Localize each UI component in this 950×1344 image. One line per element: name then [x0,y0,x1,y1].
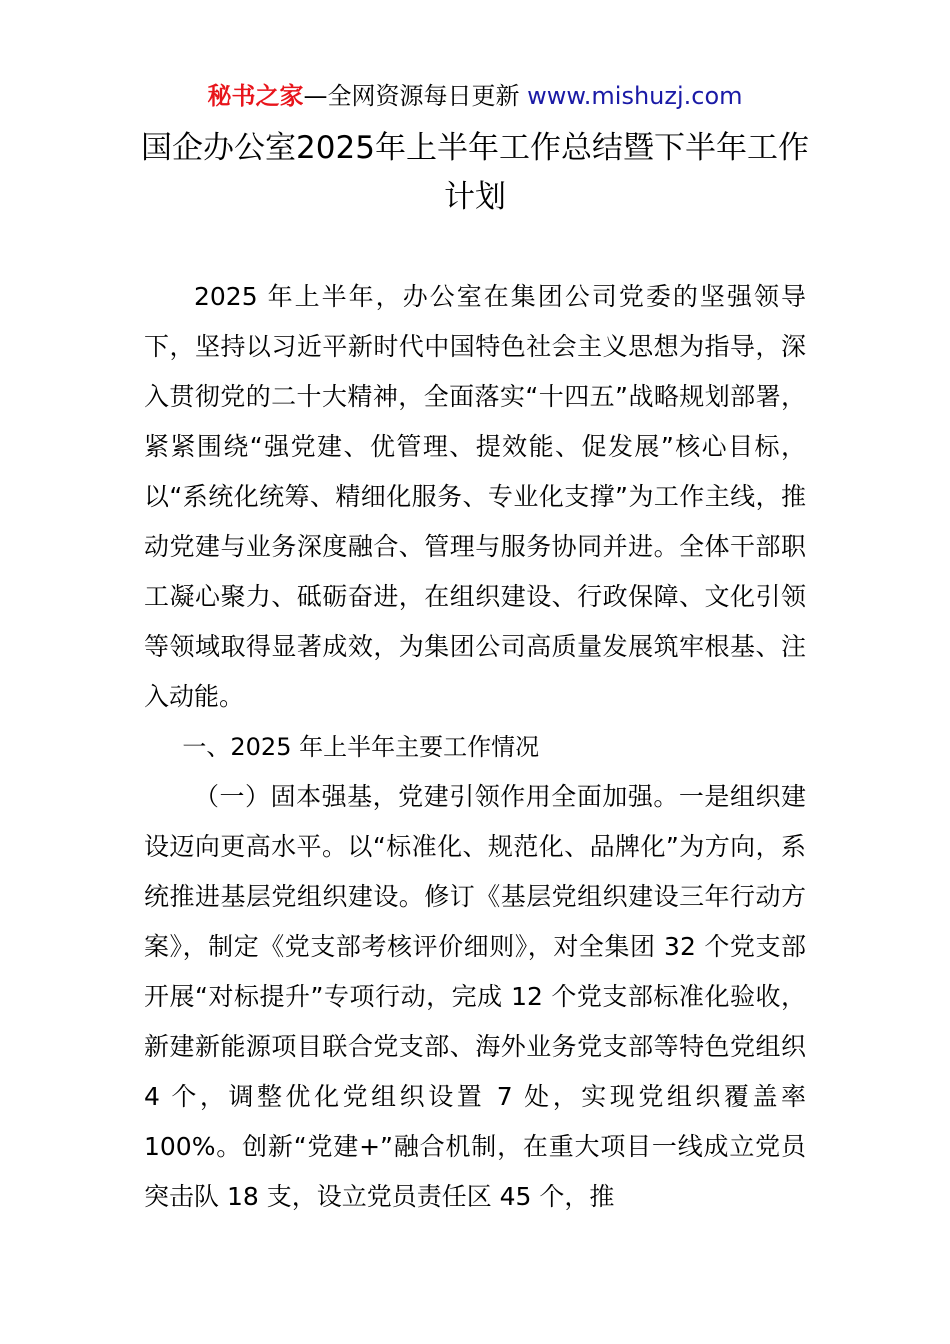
section-heading: 一、2025 年上半年主要工作情况 [182,733,540,761]
document-body [144,272,806,1222]
site-url-link[interactable]: www.mishuzj.com [527,82,743,110]
site-header [0,80,950,112]
header-tagline: —全网资源每日更新 [303,82,520,110]
body-paragraph: （一）固本强基，党建引领作用全面加强。一是组织建设迈向更高水平。以“标准化、规范化、品牌化”为方向，系统推进基层党组织建设。修订《基层党组织建设三年行动方案》，制定《党支部考核评价细则》，对全集团 32 个党支部开展“对标提升”专项行动，完成 12 个党支部标准化验收，新建新能源项目联合党支部、海外业务党支部等特色党组织 4 个，调整优化党组织设置 7 处，实现党组织覆盖率 100%。创新“党建+”融合机制，在重大项目一线成立党员突击队 18 支，设立党员责任区 45 个，推 [144,782,806,1211]
brand-name: 秘书之家 [207,82,304,110]
document-title: 国企办公室2025年上半年工作总结暨下半年工作计划 [141,130,809,215]
intro-paragraph: 2025 年上半年，办公室在集团公司党委的坚强领导下，坚持以习近平新时代中国特色社会主义思想为指导，深入贯彻党的二十大精神，全面落实“十四五”战略规划部署，紧紧围绕“强党建、优管理、提效能、促发展”核心目标，以“系统化统筹、精细化服务、专业化支撑”为工作主线，推动党建与业务深度融合、管理与服务协同并进。全体干部职工凝心聚力、砥砺奋进，在组织建设、行政保障、文化引领等领域取得显著成效，为集团公司高质量发展筑牢根基、注入动能。 [144,282,806,711]
